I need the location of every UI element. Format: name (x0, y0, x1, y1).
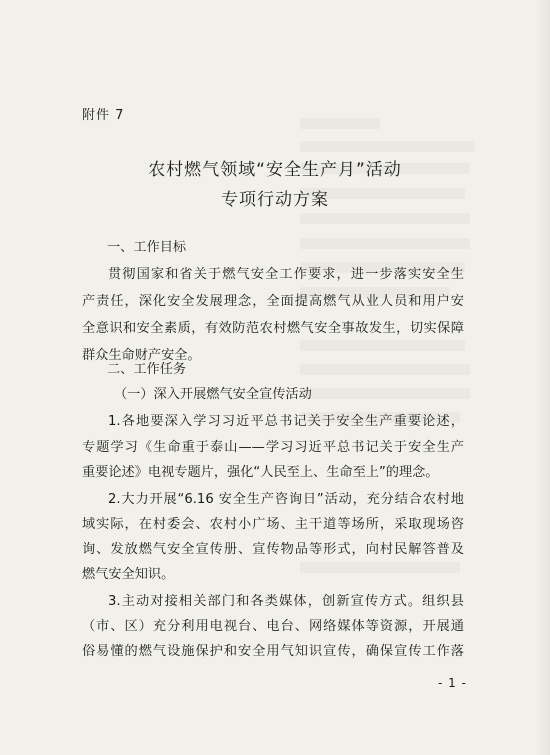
section-heading-goals: 一、工作目标 (107, 240, 187, 255)
paragraph-line: 询、发放燃气安全宣传册、宣传物品等形式，向村民解答普及 (82, 542, 464, 557)
paragraph-line: 群众生命财产安全。 (82, 348, 201, 363)
subsection-heading-publicity: （一）深入开展燃气安全宣传活动 (114, 387, 312, 402)
paragraph-line: 2.大力开展“6.16 安全生产咨询日”活动，充分结合农村地 (108, 492, 464, 507)
paragraph-line: 3.主动对接相关部门和各类媒体，创新宣传方式。组织县 (108, 594, 464, 609)
page-number: - 1 - (438, 676, 467, 690)
paragraph-line: 专题学习《生命重于泰山——学习习近平总书记关于安全生产 (82, 440, 464, 455)
attachment-label: 附件 7 (82, 108, 125, 123)
paragraph-line: 重要论述》电视专题片，强化“人民至上、生命至上”的理念。 (82, 465, 439, 480)
page-edge-shadow (536, 0, 550, 755)
document-title-line-1: 农村燃气领域“安全生产月”活动 (148, 160, 402, 180)
paragraph-line: 全意识和安全素质，有效防范农村燃气安全事故发生，切实保障 (82, 321, 464, 336)
document-title-line-2: 专项行动方案 (221, 190, 329, 210)
paragraph-line: 1.各地要深入学习习近平总书记关于安全生产重要论述， (108, 414, 464, 429)
paragraph-line: 贯彻国家和省关于燃气安全工作要求，进一步落实安全生 (108, 267, 464, 282)
paragraph-line: 产责任，深化安全发展理念，全面提高燃气从业人员和用户安 (82, 294, 464, 309)
paragraph-line: 燃气安全知识。 (82, 567, 175, 582)
paragraph-line: 俗易懂的燃气设施保护和安全用气知识宣传，确保宣传工作落 (82, 644, 464, 659)
paragraph-line: （市、区）充分利用电视台、电台、网络媒体等资源，开展通 (82, 619, 464, 634)
paragraph-line: 域实际，在村委会、农村小广场、主干道等场所，采取现场咨 (82, 517, 464, 532)
section-heading-tasks: 二、工作任务 (107, 362, 187, 377)
